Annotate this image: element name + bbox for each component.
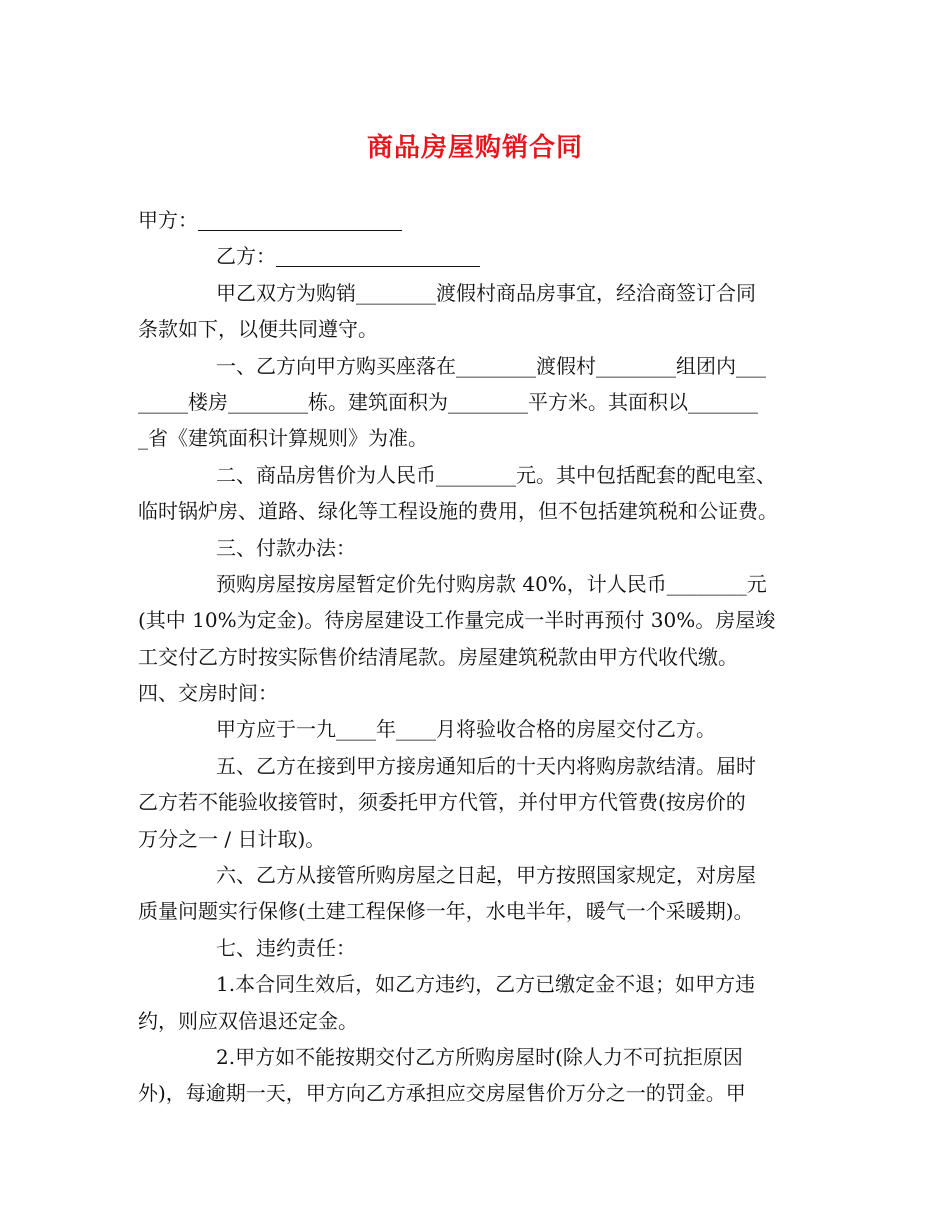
party-b-line [138, 238, 828, 274]
paragraph-line: 工交付乙方时按实际售价结清尾款。房屋建筑税款由甲方代收代缴。 [138, 644, 738, 669]
clause-3-heading: 三、付款办法： [216, 535, 356, 560]
paragraph-line: _____楼房________栋。建筑面积为________平方米。其面积以_______ [138, 389, 758, 414]
party-a-label: 甲方： [138, 208, 198, 232]
clause-7-heading: 七、违约责任： [216, 935, 356, 960]
paragraph-line: _省《建筑面积计算规则》为准。 [138, 426, 428, 451]
paragraph-line: 约，则应双倍退还定金。 [138, 1008, 358, 1033]
party-a-blank [198, 208, 402, 231]
clause-2-heading-line: 二、商品房售价为人民币________元。其中包括配套的配电室、 [216, 462, 776, 487]
paragraph-line: 质量问题实行保修(土建工程保修一年，水电半年，暖气一个采暖期)。 [138, 899, 754, 924]
paragraph-line: 万分之一 / 日计取)。 [138, 826, 326, 851]
paragraph-line: 2.甲方如不能按期交付乙方所购房屋时(除人力不可抗拒原因 [216, 1044, 743, 1069]
party-b-label: 乙方： [216, 244, 276, 269]
clause-4-heading: 四、交房时间： [138, 681, 278, 706]
paragraph-line: (其中 10%为定金)。待房屋建设工作量完成一半时再预付 30%。房屋竣 [138, 608, 776, 633]
clause-5-heading-line: 五、乙方在接到甲方接房通知后的十天内将购房款结清。届时 [216, 753, 756, 778]
party-b-blank [276, 244, 480, 267]
clause-6-heading-line: 六、乙方从接管所购房屋之日起，甲方按照国家规定，对房屋 [216, 863, 756, 888]
paragraph-line: 临时锅炉房、道路、绿化等工程设施的费用，但不包括建筑税和公证费。 [138, 499, 778, 524]
contract-body [138, 202, 828, 1112]
party-a-line [138, 202, 828, 238]
paragraph-line: 甲乙双方为购销________渡假村商品房事宜，经洽商签订合同 [216, 280, 756, 305]
paragraph-line: 1.本合同生效后，如乙方违约，乙方已缴定金不退；如甲方违 [216, 972, 756, 997]
paragraph-line: 条款如下，以便共同遵守。 [138, 317, 378, 342]
paragraph-line: 乙方若不能验收接管时，须委托甲方代管，并付甲方代管费(按房价的 [138, 790, 746, 815]
clause-1-heading-line: 一、乙方向甲方购买座落在________渡假村________组团内___ [216, 353, 766, 378]
paragraph-line: 甲方应于一九____年____月将验收合格的房屋交付乙方。 [216, 717, 716, 742]
paragraph-line: 外)，每逾期一天，甲方向乙方承担应交房屋售价万分之一的罚金。甲 [138, 1081, 746, 1106]
paragraph-line: 预购房屋按房屋暂定价先付购房款 40%，计人民币________元 [216, 571, 767, 596]
contract-title: 商品房屋购销合同 [366, 133, 583, 163]
